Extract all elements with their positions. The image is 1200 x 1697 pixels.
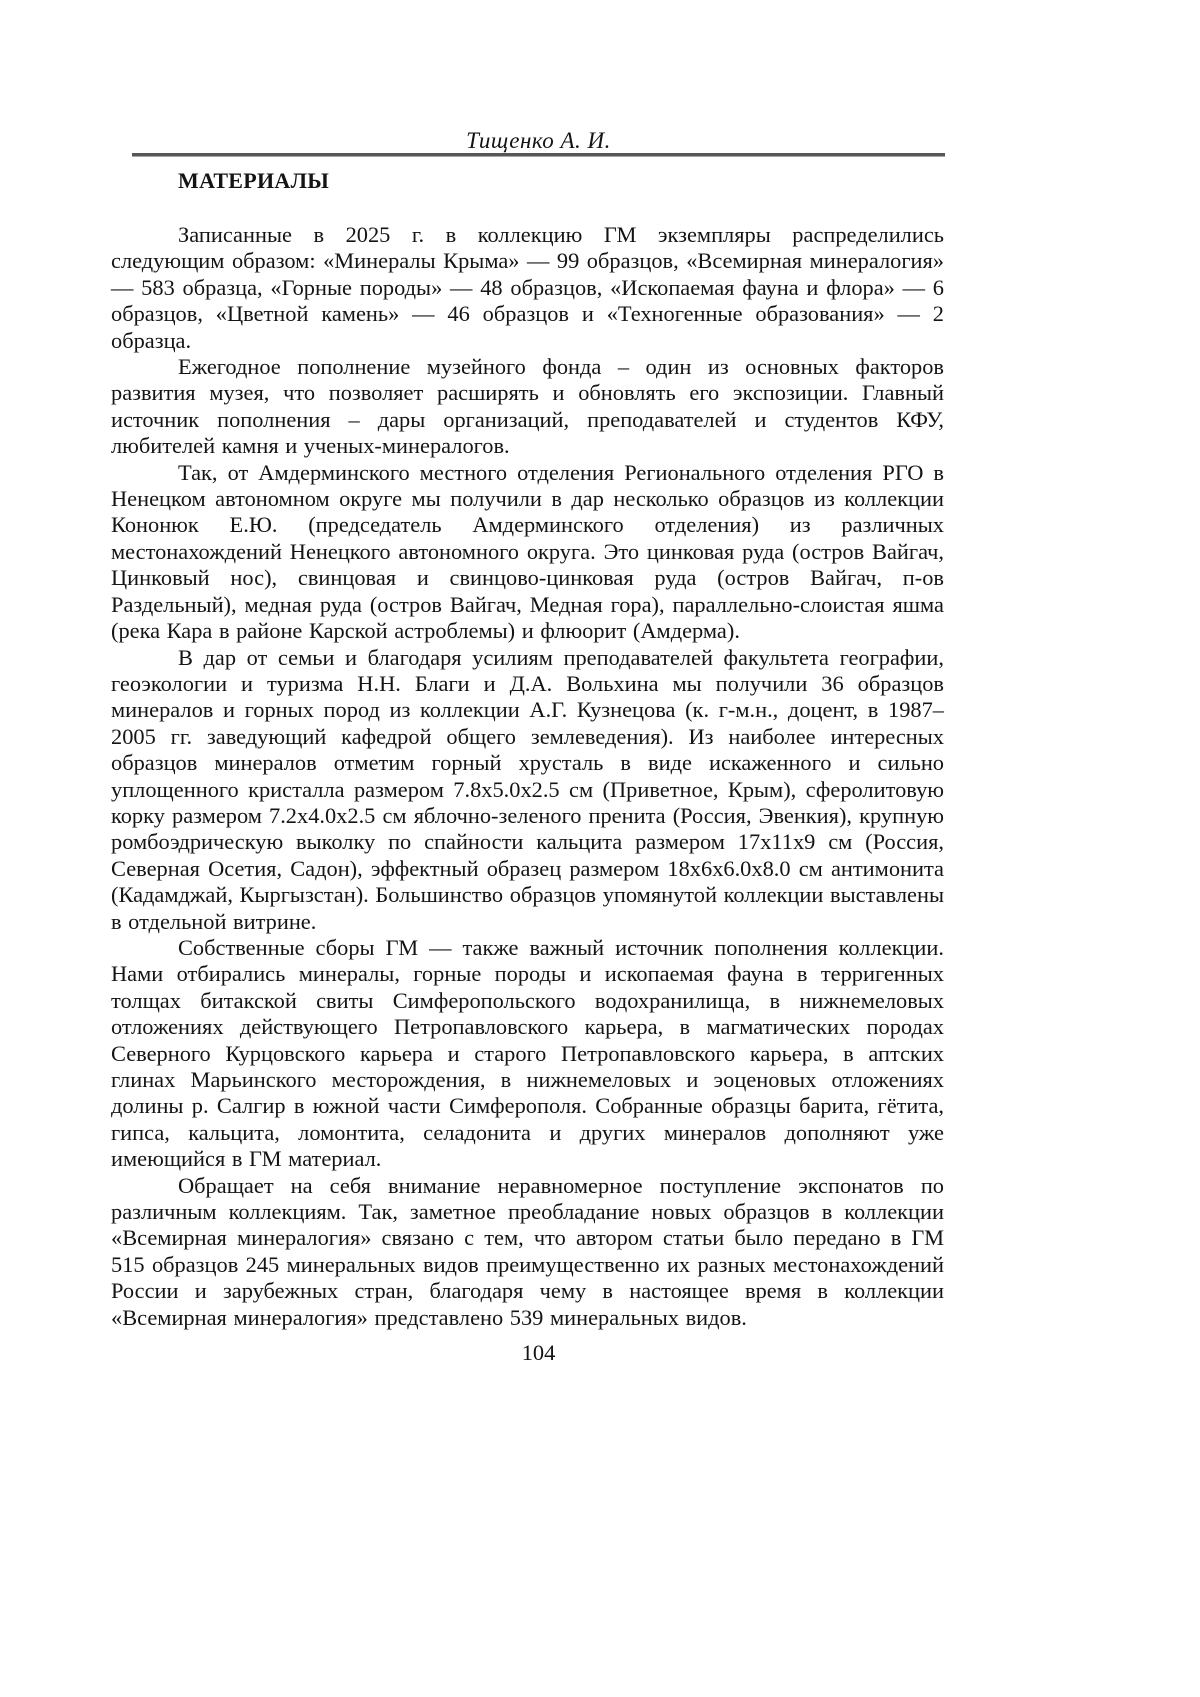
page-number: 104 [521, 1340, 556, 1365]
running-head: Тищенко А. И. [466, 128, 611, 153]
paragraph: Ежегодное пополнение музейного фонда – один из основных факторов развития музея, что позволяет расширять и обновлять его экспозиции. Главный источник пополнения – дары организаций, преподавателей и студентов КФУ, любителей камня и ученых-минералогов. [111, 354, 944, 459]
paragraph: Собственные сборы ГМ — также важный источник пополнения коллекции. Нами отбирались минералы, горные породы и ископаемая фауна в терригенных толщах битакской свиты Симферопольского водохранилища, в нижнемеловых отложениях действующего Петропавловского карьера, в магматических породах Северного Курцовского карьера и старого Петропавловского карьера, в аптских глинах Марьинского месторождения, в нижнемеловых и эоценовых отложениях долины р. Салгир в южной части Симферополя. Собранные образцы барита, гётита, гипса, кальцита, ломонтита, селадонита и других минералов дополняют уже имеющийся в ГМ материал. [111, 934, 944, 1172]
paragraph-block [111, 222, 944, 1331]
paragraph: Записанные в 2025 г. в коллекцию ГМ экземпляры распределились следующим образом: «Минералы Крыма» — 99 образцов, «Всемирная минералогия» — 583 образца, «Горные породы» — 48 образцов, «Ископаемая фауна и флора» — 6 образцов, «Цветной камень» — 46 образцов и «Техногенные образования» — 2 образца. [111, 222, 944, 353]
header-rule [132, 153, 945, 157]
paragraph: В дар от семьи и благодаря усилиям преподавателей факультета географии, геоэкологии и туризма Н.Н. Благи и Д.А. Вольхина мы получили 36 образцов минералов и горных пород из коллекции А.Г. Кузнецова (к. г-м.н., доцент, в 1987–2005 гг. заведующий кафедрой общего землеведения). Из наиболее интересных образцов минералов отметим горный хрусталь в виде искаженного и сильно уплощенного кристалла размером 7.8х5.0х2.5 см (Приветное, Крым), сферолитовую корку размером 7.2х4.0х2.5 см яблочно-зеленого пренита (Россия, Эвенкия), крупную ромбоэдрическую выколку по спайности кальцита размером 17х11х9 см (Россия, Северная Осетия, Садон), эффектный образец размером 18х6х6.0х8.0 см антимонита (Кадамджай, Кыргызстан). Большинство образцов упомянутой коллекции выставлены в отдельной витрине. [111, 644, 944, 934]
paragraph: Так, от Амдерминского местного отделения Регионального отделения РГО в Ненецком автономном округе мы получили в дар несколько образцов из коллекции Кононюк Е.Ю. (председатель Амдерминского отделения) из различных местонахождений Ненецкого автономного округа. Это цинковая руда (остров Вайгач, Цинковый нос), свинцовая и свинцово-цинковая руда (остров Вайгач, п-ов Раздельный), медная руда (остров Вайгач, Медная гора), параллельно-слоистая яшма (река Кара в районе Карской астроблемы) и флюорит (Амдерма). [111, 459, 944, 644]
article-body [111, 168, 944, 1331]
paragraph: Обращает на себя внимание неравномерное поступление экспонатов по различным коллекциям. Так, заметное преобладание новых образцов в коллекции «Всемирная минералогия» связано с тем, что автором статьи было передано в ГМ 515 образцов 245 минеральных видов преимущественно их разных местонахождений России и зарубежных стран, благодаря чему в настоящее время в коллекции «Всемирная минералогия» представлено 539 минеральных видов. [111, 1172, 944, 1330]
section-heading: МАТЕРИАЛЫ [178, 168, 330, 193]
